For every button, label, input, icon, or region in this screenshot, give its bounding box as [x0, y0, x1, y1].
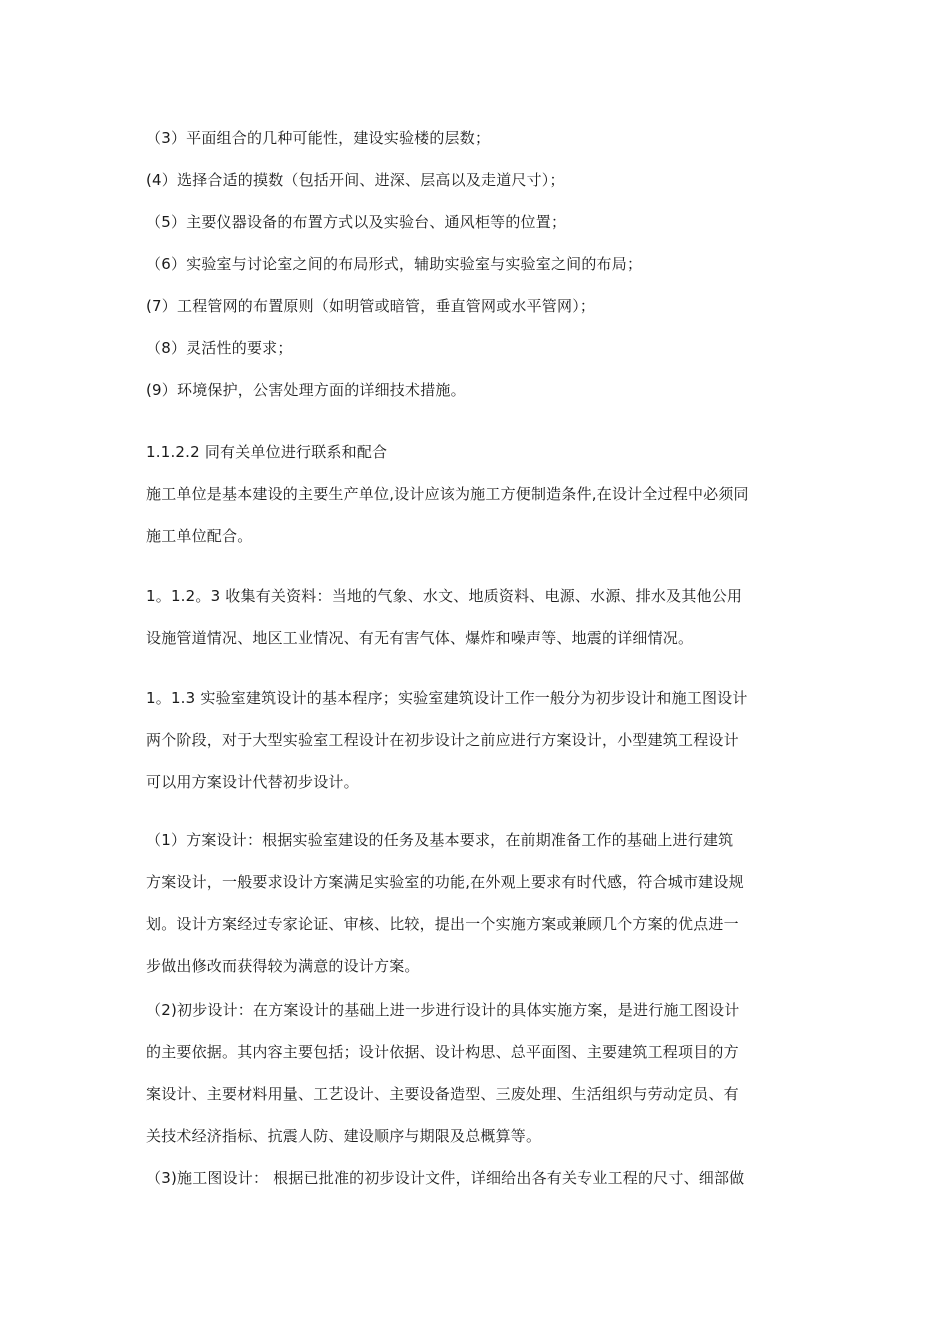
- text-line: 的主要依据。其内容主要包括；设计依据、设计构思、总平面图、主要建筑工程项目的方: [146, 1043, 739, 1061]
- text-line: （3)施工图设计： 根据已批准的初步设计文件，详细给出各有关专业工程的尺寸、细部做: [146, 1169, 745, 1187]
- text-line: 两个阶段，对于大型实验室工程设计在初步设计之前应进行方案设计，小型建筑工程设计: [146, 731, 739, 749]
- text-line: 1。1.2。3 收集有关资料：当地的气象、水文、地质资料、电源、水源、排水及其他公用: [146, 587, 743, 605]
- text-line: 施工单位配合。: [146, 527, 253, 545]
- text-line: 可以用方案设计代替初步设计。: [146, 773, 359, 791]
- text-line: 关技术经济指标、抗震人防、建设顺序与期限及总概算等。: [146, 1127, 542, 1145]
- text-line: （6）实验室与讨论室之间的布局形式，辅助实验室与实验室之间的布局；: [146, 255, 643, 273]
- text-line: （1）方案设计：根据实验室建设的任务及基本要求，在前期准备工作的基础上进行建筑: [146, 831, 734, 849]
- section-heading: 1.1.2.2 同有关单位进行联系和配合: [146, 443, 388, 461]
- text-line: 案设计、主要材料用量、工艺设计、主要设备造型、三废处理、生活组织与劳动定员、有: [146, 1085, 739, 1103]
- text-line: （2)初步设计：在方案设计的基础上进一步进行设计的具体实施方案，是进行施工图设计: [146, 1001, 740, 1019]
- text-line: (9）环境保护，公害处理方面的详细技术措施。: [146, 381, 466, 399]
- text-line: 施工单位是基本建设的主要生产单位,设计应该为施工方便制造条件,在设计全过程中必须同: [146, 485, 749, 503]
- text-line: （3）平面组合的几种可能性，建设实验楼的层数；: [146, 129, 491, 147]
- text-line: 步做出修改而获得较为满意的设计方案。: [146, 957, 420, 975]
- text-line: 方案设计，一般要求设计方案满足实验室的功能,在外观上要求有时代感，符合城市建设规: [146, 873, 744, 891]
- text-line: 划。设计方案经过专家论证、审核、比较，提出一个实施方案或兼顾几个方案的优点进一: [146, 915, 739, 933]
- text-line: （8）灵活性的要求；: [146, 339, 293, 357]
- text-line: 1。1.3 实验室建筑设计的基本程序；实验室建筑设计工作一般分为初步设计和施工图设计: [146, 689, 748, 707]
- text-line: (4）选择合适的摸数（包括开间、进深、层高以及走道尺寸）；: [146, 171, 565, 189]
- text-line: （5）主要仪器设备的布置方式以及实验台、通风柜等的位置；: [146, 213, 567, 231]
- text-line: (7）工程管网的布置原则（如明管或暗管，垂直管网或水平管网）；: [146, 297, 596, 315]
- text-line: 设施管道情况、地区工业情况、有无有害气体、爆炸和噪声等、地震的详细情况。: [146, 629, 694, 647]
